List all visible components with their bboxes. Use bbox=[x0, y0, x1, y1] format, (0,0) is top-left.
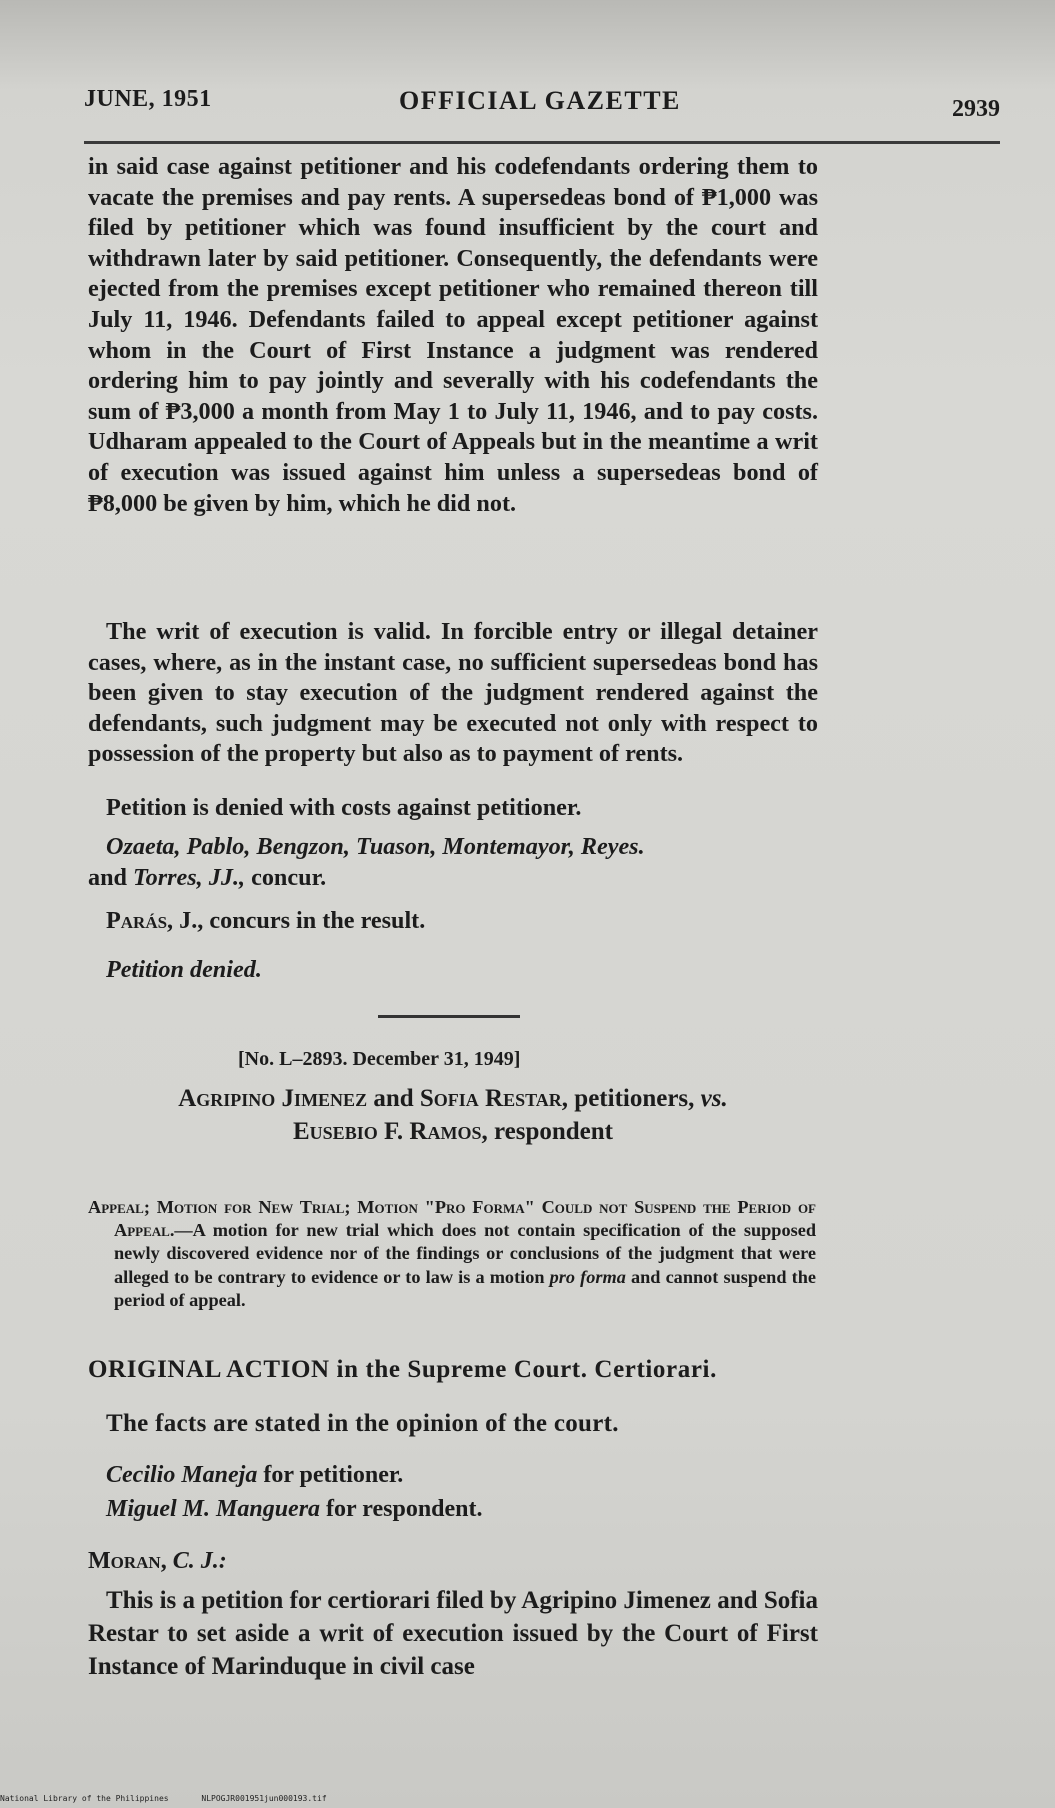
petitioner-counsel: Cecilio Maneja bbox=[106, 1462, 258, 1488]
page-number: 2939 bbox=[952, 96, 1000, 122]
syllabus-text: —A motion for new trial which does not contain specification of the supposed newly discovered evidence nor of the findings or conclusions of the judgment that were alleged to be contrary to evidence or to law is a motion bbox=[114, 1220, 816, 1287]
petitioners-label: petitioners, bbox=[574, 1085, 695, 1112]
case-parties bbox=[88, 1082, 818, 1148]
case-number: [No. L–2893. December 31, 1949] bbox=[238, 1048, 521, 1070]
and-word: and bbox=[88, 863, 127, 891]
section-separator bbox=[378, 1015, 520, 1018]
concurrence-text: concurs in the result. bbox=[209, 907, 426, 934]
respondent-counsel: Miguel M. Manguera bbox=[106, 1496, 321, 1522]
paras-concurrence bbox=[88, 906, 818, 937]
header-date: JUNE, 1951 bbox=[84, 86, 212, 112]
respondent-counsel-role: for respondent. bbox=[326, 1496, 483, 1522]
concurring-justices bbox=[88, 832, 818, 893]
footer-file: NLPOGJR001951jun000193.tif bbox=[201, 1794, 327, 1803]
header-rule bbox=[84, 141, 1000, 144]
concur-word: concur. bbox=[251, 863, 327, 891]
counsel-block bbox=[106, 1458, 483, 1526]
paragraph-text: The writ of execution is valid. In forcible entry or illegal detainer cases, where, as in the instant case, no sufficient supersedeas bond has been given to stay execution of the judgment rendered against the defendants, such judgment may be executed not only with respect to possession of the property but also as to payment of rents. bbox=[88, 618, 818, 768]
footer-library: National Library of the Philippines bbox=[0, 1794, 169, 1803]
paragraph-disposition bbox=[88, 793, 818, 824]
justice-names: Ozaeta, Pablo, Bengzon, Tuason, Montemayor, Reyes. bbox=[106, 833, 645, 860]
petitioner-counsel-role: for petitioner. bbox=[263, 1462, 404, 1488]
petition-denied bbox=[88, 955, 818, 986]
ponente bbox=[88, 1548, 227, 1575]
respondent-label: respondent bbox=[493, 1118, 613, 1145]
header-title: OFFICIAL GAZETTE bbox=[399, 86, 681, 115]
versus: vs. bbox=[700, 1085, 728, 1112]
petitioner-1: Agripino Jimenez bbox=[178, 1085, 368, 1112]
petition-denied-text: Petition denied. bbox=[106, 956, 262, 983]
ponente-name: Moran, bbox=[88, 1548, 167, 1574]
paragraph-ruling bbox=[88, 617, 818, 770]
original-action: ORIGINAL ACTION in the Supreme Court. Certiorari. bbox=[88, 1356, 717, 1383]
paragraph-text: in said case against petitioner and his codefendants ordering them to vacate the premises and pay rents. A supersedeas bond of ₱1,000 was filed by petitioner which was found insufficient by the court and withdrawn later by said petitioner. Consequently, the defendants were ejected from the premises except petitioner who remained thereon till July 11, 1946. Defendants failed to appeal except petitioner against whom in the Court of First Instance a judgment was rendered ordering him to pay jointly and severally with his codefendants the sum of ₱3,000 a month from May 1 to July 11, 1946, and to pay costs. Udharam appealed to the Court of Appeals but in the meantime a writ of execution was issued against him unless a supersedeas bond of ₱8,000 be given by him, which he did not. bbox=[88, 153, 818, 517]
page-header bbox=[84, 82, 1000, 132]
paragraph-text: Petition is denied with costs against petitioner. bbox=[106, 794, 582, 821]
scan-footer bbox=[0, 1794, 355, 1803]
paragraph-continued bbox=[88, 152, 818, 519]
respondent-name: Eusebio F. Ramos, bbox=[293, 1118, 488, 1145]
petitioner-2: Sofia Restar, bbox=[419, 1085, 569, 1112]
paragraph-text: This is a petition for certiorari filed by Agripino Jimenez and Sofia Restar to set aside a writ of execution issued by the Court of First Instance of Marinduque in civil case bbox=[88, 1587, 818, 1680]
facts-statement: The facts are stated in the opinion of the court. bbox=[106, 1410, 619, 1437]
justice-torres: Torres, JJ., bbox=[133, 863, 246, 891]
syllabus-text-end: and cannot suspend the period of appeal. bbox=[114, 1266, 816, 1310]
justice-paras: Parás, J., bbox=[106, 907, 204, 934]
and-word: and bbox=[373, 1085, 414, 1112]
syllabus-heading: Appeal; Motion for New Trial; Motion "Pro Forma" Could not Suspend the Period of Appeal. bbox=[88, 1197, 816, 1241]
syllabus bbox=[88, 1196, 816, 1312]
ponente-title: C. J.: bbox=[172, 1548, 227, 1574]
opinion-opening bbox=[88, 1584, 818, 1683]
syllabus-pro-forma: pro forma bbox=[549, 1266, 626, 1287]
